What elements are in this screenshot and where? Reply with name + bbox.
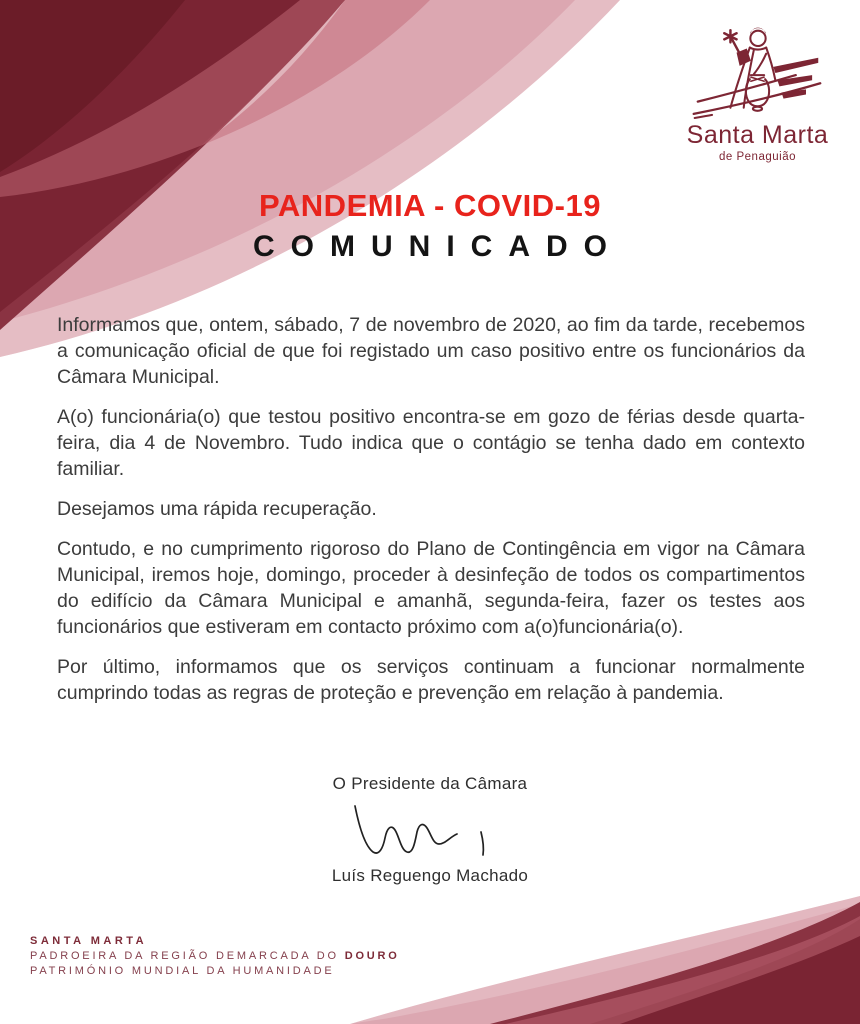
handwritten-signature-mark: [345, 800, 515, 864]
signatory-name: Luís Reguengo Machado: [331, 866, 529, 885]
footer-line-patrimonio: PATRIMÓNIO MUNDIAL DA HUMANIDADE: [30, 965, 335, 977]
logo-name: Santa Marta: [686, 121, 829, 149]
footer-line-santa-marta: SANTA MARTA: [30, 935, 148, 947]
signature-block: [0, 774, 860, 886]
footer-slogan: [30, 934, 400, 979]
footer-line2-text: PADROEIRA DA REGIÃO DEMARCADA DO: [30, 950, 339, 962]
title-block: [0, 188, 860, 264]
footer-line-padroeira: [30, 949, 400, 964]
paragraph-3: Desejamos uma rápida recuperação.: [57, 498, 377, 520]
paragraph-1: Informamos que, ontem, sábado, 7 de novembro de 2020, ao fim da tarde, recebemos a comunicação oficial de que foi registado um caso positivo entre os funcionários da Câmara Municipal.: [57, 314, 805, 388]
announcement-body: [57, 312, 805, 706]
paragraph-5: Por último, informamos que os serviços continuam a funcionar normalmente cumprindo todas as regras de proteção e prevenção em relação à pandemia.: [57, 656, 805, 704]
logo-subtitle: de Penaguião: [719, 151, 796, 163]
paragraph-4: Contudo, e no cumprimento rigoroso do Plano de Contingência em vigor na Câmara Municipal, iremos hoje, domingo, proceder à desinfeção de todos os compartimentos do edifício da Câmara Municipal e amanhã, segunda-feira, fazer os testes aos funcionários que estiveram em contacto próximo com a(o)funcionária(o).: [57, 538, 805, 638]
paragraph-2: A(o) funcionária(o) que testou positivo encontra-se em gozo de férias desde quarta-feira, dia 4 de Novembro. Tudo indica que o contágio se tenha dado em contexto familiar.: [57, 406, 805, 480]
municipality-logo: [660, 22, 855, 163]
santa-marta-figure-icon: [683, 22, 833, 119]
signatory-role: O Presidente da Câmara: [332, 774, 528, 793]
footer-line2-douro: DOURO: [344, 950, 400, 962]
page-title: PANDEMIA - COVID-19: [259, 188, 601, 223]
page-subtitle: COMUNICADO: [253, 230, 623, 263]
